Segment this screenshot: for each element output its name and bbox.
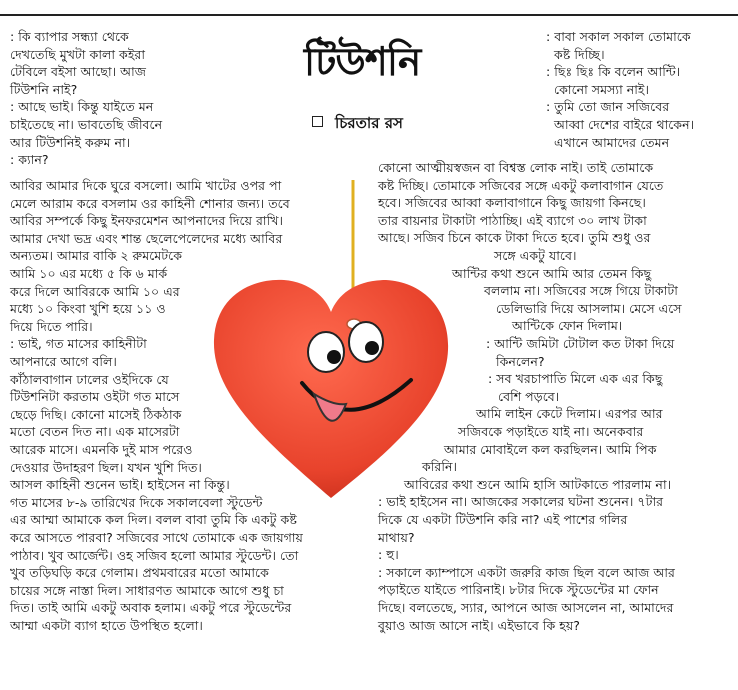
text-line: সজিবকে পড়াইতে যাই না। অনেকবার — [458, 424, 644, 439]
text-line: আবির আমার দিকে ঘুরে বসলো। আমি খাটের ওপর পা — [10, 178, 282, 193]
text-line: টিউশনিটা করতাম ওইটা গত মাসে — [10, 389, 180, 405]
text-line: দেওয়ার উদাহরণ ছিল। যখন খুশি দিত। — [10, 459, 202, 475]
text-line: এর আম্মা আমাকে কল দিল। বলল বাবা তুমি কি একটু কষ্ট — [10, 512, 297, 528]
text-line: আম্মা একটা ব্যাগ হাতে উপস্থিত হলো। — [10, 618, 203, 633]
text-line: টিউশনি নাই? — [10, 81, 78, 97]
text-line: কোনো সমস্যা নাই। — [554, 81, 649, 97]
text-line: চায়ের সঙ্গে নাস্তা দিল। সাধারণত আমাকে আগে শুধু চা — [10, 582, 284, 598]
text-line: : ছিঃ ছিঃ কি বলেন আন্টি। — [546, 64, 681, 80]
text-line: আবিরের কথা শুনে আমি হাসি আটকাতে পারলাম না। — [404, 476, 672, 492]
text-line: খুব তড়িঘড়ি করে গেলাম। প্রথমবারের মতো আমাকে — [10, 565, 269, 581]
byline — [312, 112, 403, 137]
text-line: আপনারে আগে বলি। — [10, 354, 117, 369]
text-line: মাথায়? — [378, 529, 415, 545]
text-line: আমি ১০ এর মধ্যে ৫ কি ৬ মার্ক — [10, 266, 168, 281]
text-line: আর টিউশনিই করুম না। — [10, 134, 131, 150]
text-line: পড়াইতে যাইতে পারিনাই। ৮টার দিকে স্টুডেন্টের মা ফোন — [378, 582, 659, 598]
text-line: কিনলেন? — [496, 353, 545, 369]
text-line: : বাবা সকাল সকাল তোমাকে — [546, 29, 691, 44]
text-line: বুয়াও আজ আসে নাই। এইভাবে কি হয়? — [378, 617, 580, 633]
text-line: মেলে আরাম করে বসলাম ওর কাহিনী শোনার জন্য। তবে — [10, 195, 290, 211]
heart-body — [214, 280, 448, 498]
text-line: এখানে আমাদের তেমন — [554, 134, 670, 150]
text-line: টেবিলে বইসা আছো। আজ — [10, 64, 147, 80]
text-line: কোনো আত্মীয়স্বজন বা বিশ্বস্ত লোক নাই। তাই তোমাকে — [378, 160, 654, 175]
text-line: : আছে ভাই। কিন্তু যাইতে মন — [10, 99, 154, 115]
text-line: তার বায়নার টাকাটা পাঠাচ্ছি। এই ব্যাগে ৩০ লাখ টাকা — [378, 212, 647, 228]
text-line: মধ্যে ১০ কিংবা খুশি হয়ে ১১ ও — [10, 301, 166, 317]
text-line: কষ্ট দিচ্ছি। তোমাকে সজিবের সঙ্গে একটু কলাবাগান যেতে — [378, 177, 664, 193]
text-line: আমার দেখা ভদ্র এবং শান্ত ছেলেপেলেদের মধ্যে আবির — [10, 230, 283, 246]
text-line: আন্টির কথা শুনে আমি আর তেমন কিছু — [452, 265, 652, 281]
text-line: করে দিলে আবিরকে আমি ১০ এর — [10, 283, 180, 299]
text-line: দিত। তাই আমি একটু অবাক হলাম। একটু পরে স্টুডেন্টের — [10, 600, 292, 616]
text-line: আব্বা দেশের বাইরে থাকেন। — [554, 117, 695, 132]
text-line: মতো বেতন দিত না। এক মাসেরটা — [10, 424, 180, 440]
text-line: : সকালে ক্যাম্পাসে একটা জরুরি কাজ ছিল বলে আজ আর — [378, 564, 675, 580]
text-line: : কি ব্যাপার সন্ধ্যা থেকে — [10, 29, 129, 44]
text-line: কষ্ট দিচ্ছি। — [554, 46, 605, 62]
text-line: : হু। — [378, 547, 399, 563]
text-line: : ভাই, গত মাসের কাহিনীটা — [10, 336, 147, 352]
text-line: বললাম না। সজিবের সঙ্গে গিয়ে টাকাটা — [484, 283, 678, 299]
text-line: করে আসতে পারবা? সজিবের সাথে তোমাকে এক জায়গায় — [10, 530, 303, 545]
text-line: আন্টিকে ফোন দিলাম। — [512, 318, 623, 334]
text-line: দেখতেছি মুখটা কালা কইরা — [10, 46, 145, 62]
text-line: সঙ্গে একটু যাবে। — [494, 248, 577, 263]
article-title: টিউশনি — [304, 39, 421, 85]
text-line: হবে। সজিবের আব্বা কলাবাগানে কিছু জায়গা কিনছে। — [378, 195, 646, 211]
text-line: পাঠাব। খুব আর্জেন্ট। ওহ সজিব হলো আমার স্টুডেন্ট। তো — [10, 547, 299, 563]
text-line: দিয়ে দিতে পারি। — [10, 318, 93, 334]
top-rule — [0, 14, 738, 16]
text-line: ছেড়ে দিছি। কোনো মাসেই ঠিকঠাক — [10, 406, 182, 422]
text-line: ডেলিভারি দিয়ে আসলাম। মেসে এসে — [496, 300, 682, 316]
text-line: : তুমি তো জান সজিবের — [546, 99, 670, 115]
text-line: আসল কাহিনী শুনেন ভাই। হাইসেন না কিন্তু। — [10, 477, 230, 493]
text-line: করিনি। — [422, 459, 457, 475]
text-line: : সব খরচাপাতি মিলে এক এর কিছু — [488, 371, 663, 387]
text-line: চাইতেছে না। ভাবতেছি জীবনে — [10, 117, 163, 132]
text-line: : আন্টি জমিটা টোটাল কত টাকা দিয়ে — [486, 336, 675, 351]
text-line: : ক্যান? — [10, 152, 49, 168]
smiling-heart-icon — [206, 180, 456, 510]
text-line: অন্যতম। আমার বাকি ২ রুমমেটকে — [10, 248, 183, 264]
text-line: আছে। সজিব চিনে কাকে টাকা দিতে হবে। তুমি শুধু ওর — [378, 230, 651, 246]
checkbox-square-icon — [312, 116, 323, 127]
text-line: আবির সম্পর্কে কিছু ইনফরমেশন আপনাদের দিয়ে রাখি। — [10, 213, 283, 229]
text-line: বেশি পড়বে। — [498, 388, 560, 404]
text-line: গত মাসের ৮-৯ তারিখের দিকে সকালবেলা স্টুডেন্ট — [10, 494, 263, 510]
text-line: আমি লাইন কেটে দিলাম। এরপর আর — [476, 406, 663, 422]
text-line: আরেক মাসে। এমনকি দুই মাস পরেও — [10, 442, 193, 457]
text-line: দিছে। বলতেছে, স্যার, আপনে আজ আসলেন না, আমাদের — [378, 600, 674, 615]
text-line: কাঁঠালবাগান ঢালের ওইদিকে যে — [10, 371, 169, 387]
text-line: আমার মোবাইলে কল করছিলন। আমি পিক — [444, 441, 657, 457]
author-name: চিরতার রস — [335, 114, 403, 132]
text-line: : ভাই হাইসেন না। আজকের সকালের ঘটনা শুনেন। ৭টার — [378, 494, 664, 510]
text-line: দিকে যে একটা টিউশনি করি না? এই পাশের গলির — [378, 512, 628, 527]
